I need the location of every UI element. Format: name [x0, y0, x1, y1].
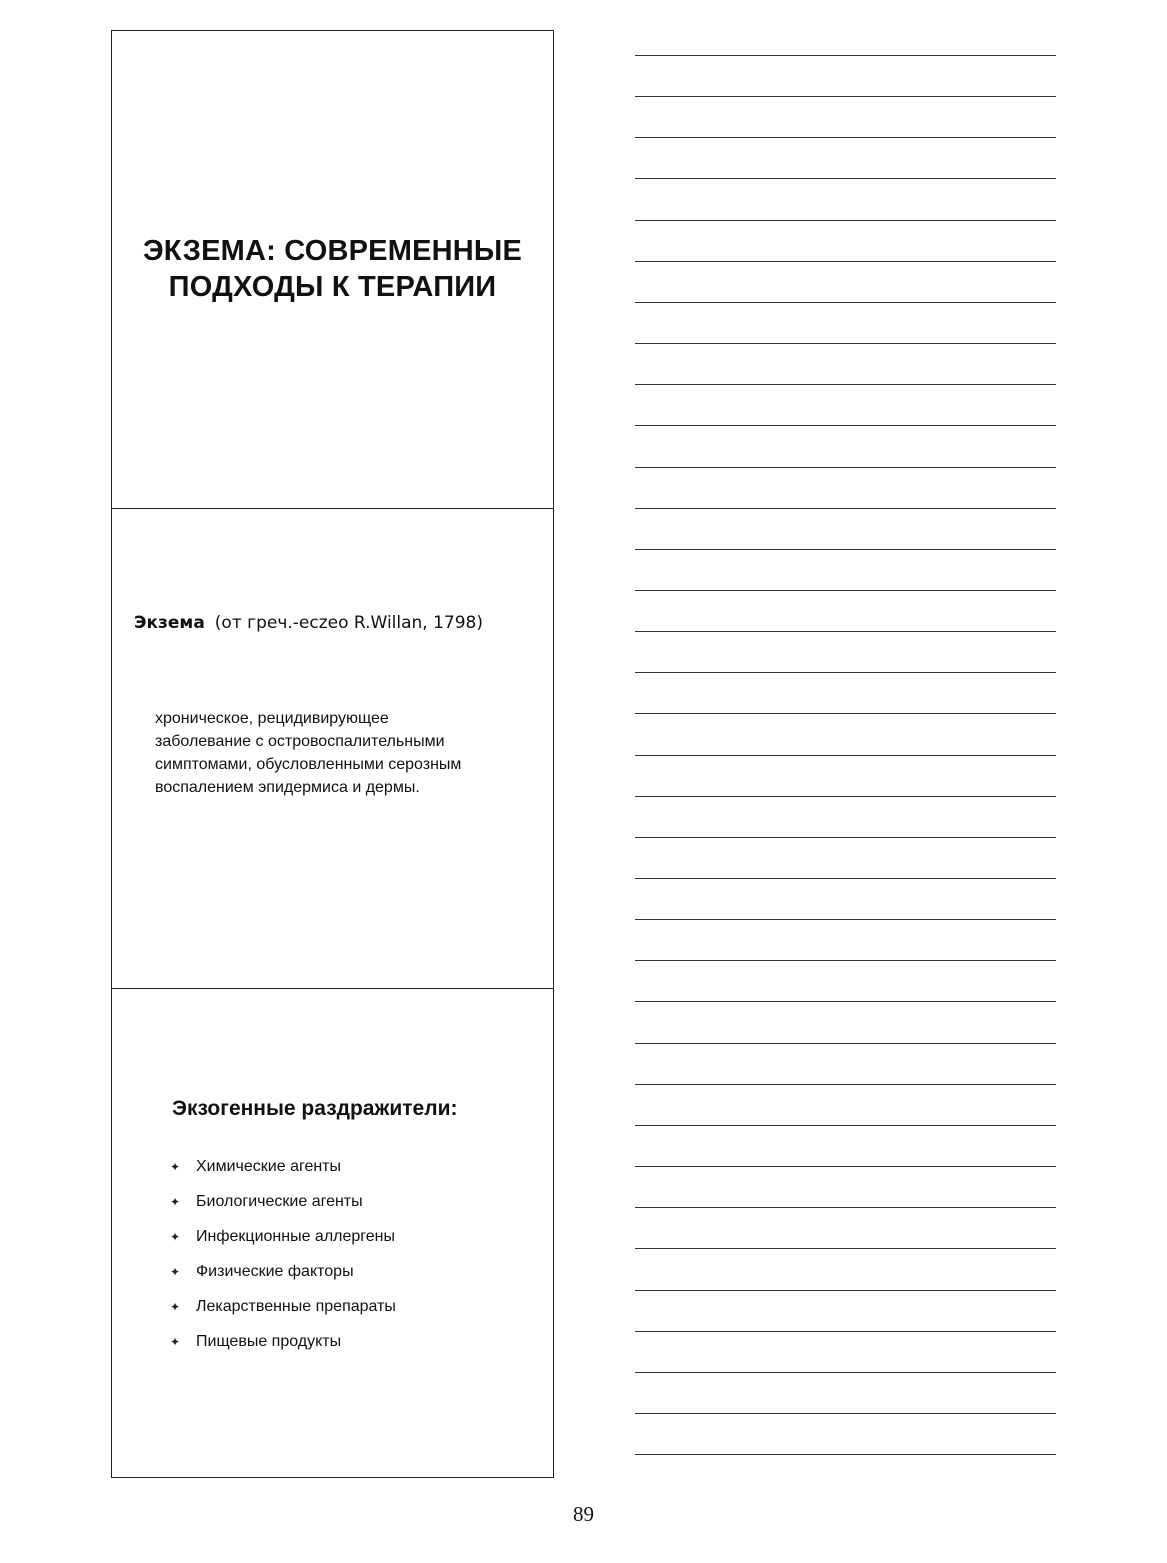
term-definition: хроническое, рецидивирующее заболевание с островоспалительными симптомами, обусловленными серозным воспалением эпидермиса и дермы. — [155, 710, 462, 796]
slide-title: ЭКЗЕМА: СОВРЕМЕННЫЕ ПОДХОДЫ К ТЕРАПИИ — [142, 235, 523, 303]
note-line — [635, 508, 1056, 509]
list-item — [170, 1227, 396, 1262]
list-item-label: Инфекционные аллергены — [196, 1228, 395, 1245]
page-number: 89 — [573, 1502, 594, 1526]
list-item-label: Пищевые продукты — [196, 1333, 342, 1350]
note-line — [635, 343, 1056, 344]
note-line — [635, 1290, 1056, 1291]
star-bullet-icon: ✦ — [170, 1300, 181, 1314]
list-item — [170, 1297, 396, 1332]
note-line — [635, 55, 1056, 56]
note-line — [635, 755, 1056, 756]
note-line — [635, 1084, 1056, 1085]
list-item — [170, 1192, 396, 1227]
note-line — [635, 878, 1056, 879]
note-line — [635, 713, 1056, 714]
note-line — [635, 467, 1056, 468]
note-line — [635, 549, 1056, 550]
note-line — [635, 1248, 1056, 1249]
term-word: Экзема — [134, 613, 205, 633]
list-item-label: Физические факторы — [196, 1263, 354, 1280]
list-item-label: Химические агенты — [196, 1158, 342, 1175]
note-line — [635, 1166, 1056, 1167]
list-item — [170, 1157, 396, 1192]
note-line — [635, 1125, 1056, 1126]
note-line — [635, 1331, 1056, 1332]
note-line — [635, 1372, 1056, 1373]
note-line — [635, 631, 1056, 632]
note-line — [635, 384, 1056, 385]
note-line — [635, 261, 1056, 262]
slide-irritants-card — [111, 988, 554, 1478]
note-line — [635, 1454, 1056, 1455]
list-item-label: Лекарственные препараты — [196, 1298, 396, 1315]
note-line — [635, 590, 1056, 591]
star-bullet-icon: ✦ — [170, 1265, 181, 1279]
note-line — [635, 178, 1056, 179]
note-line — [635, 960, 1056, 961]
list-item — [170, 1262, 396, 1297]
note-line — [635, 220, 1056, 221]
note-line — [635, 919, 1056, 920]
star-bullet-icon: ✦ — [170, 1160, 181, 1174]
note-line — [635, 302, 1056, 303]
note-line — [635, 425, 1056, 426]
term-origin: (от греч.-eczeo R.Willan, 1798) — [214, 613, 484, 633]
irritants-list — [170, 1157, 396, 1367]
star-bullet-icon: ✦ — [170, 1195, 181, 1209]
irritants-heading: Экзогенные раздражители: — [172, 1097, 458, 1120]
star-bullet-icon: ✦ — [170, 1335, 181, 1349]
note-line — [635, 1207, 1056, 1208]
note-line — [635, 672, 1056, 673]
slide-definition-card — [111, 508, 554, 990]
note-line — [635, 96, 1056, 97]
note-line — [635, 1413, 1056, 1414]
list-item — [170, 1332, 396, 1367]
note-line — [635, 837, 1056, 838]
note-line — [635, 796, 1056, 797]
term-line — [134, 613, 483, 633]
note-line — [635, 137, 1056, 138]
star-bullet-icon: ✦ — [170, 1230, 181, 1244]
slide-title-card — [111, 30, 554, 510]
note-line — [635, 1001, 1056, 1002]
list-item-label: Биологические агенты — [196, 1193, 363, 1210]
note-line — [635, 1043, 1056, 1044]
